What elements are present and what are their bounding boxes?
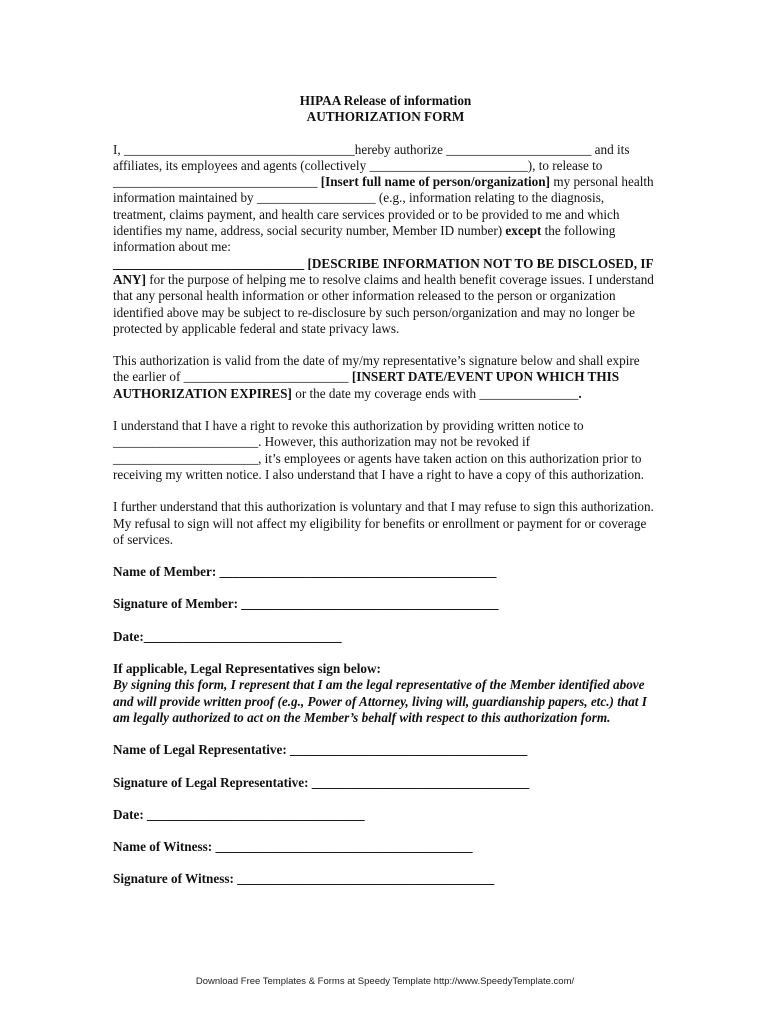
member-date-field[interactable]: Date:______________________________ <box>113 628 342 644</box>
p1-bold-except: except <box>505 223 542 239</box>
legal-representative-statement: By signing this form, I represent that I am the legal representative of the Member identified above and will provide written proof (e.g., Power of Attorney, living will, guardianship papers, etc.) that I am legally authorized to act on the Member’s behalf with respect to this authorization form. <box>113 677 647 725</box>
p1-text-3: the following information about me: <box>113 223 616 255</box>
paragraph-voluntary: I further understand that this authorization is voluntary and that I may refuse to sign this authorization. My refusal to sign will not affect my eligibility for benefits or enrollment or payment for or coverage of services. <box>113 499 654 547</box>
p3-bold-1: [INSERT DATE/EVENT UPON WHICH THIS AUTHORIZATION EXPIRES] <box>113 369 620 401</box>
p3-text-2: or the date my coverage ends with _______________ <box>291 385 579 401</box>
legal-rep-signature-field[interactable]: Signature of Legal Representative: _________________________________ <box>113 774 530 790</box>
p1-text-2: my personal health information maintained by __________________ (e.g., information relating to the diagnosis, treatment, claims payment, and health care services provided or to be provided to me and which identifies my name, address, social security number, Member ID number) <box>113 174 654 239</box>
witness-name-field[interactable]: Name of Witness: _______________________________________ <box>113 839 473 855</box>
paragraph-revoke: I understand that I have a right to revoke this authorization by providing written notice to ______________________. However, this authorization may not be revoked if ______________________, it’s employees or agents have taken action on this authorization prior to receiving my written notice. I also understand that I have a right to have a copy of this authorization. <box>113 418 644 482</box>
legal-representative-heading: If applicable, Legal Representatives sign below: <box>113 661 381 677</box>
title-line-1: HIPAA Release of information <box>299 93 472 108</box>
legal-rep-date-field[interactable]: Date: _________________________________ <box>113 806 365 822</box>
p2-bold-1: _____________________________ [DESCRIBE INFORMATION NOT TO BE DISCLOSED, IF ANY] <box>113 255 654 287</box>
form-body <box>113 93 658 904</box>
title-line-2: AUTHORIZATION FORM <box>306 109 465 125</box>
p3-text-1: This authorization is valid from the date of my/my representative’s signature below and shall expire the earlier of _________________________ <box>113 353 640 385</box>
p3-bold-2: . <box>578 385 582 401</box>
paragraph-validity <box>113 353 658 402</box>
witness-signature-field[interactable]: Signature of Witness: _______________________________________ <box>113 871 495 887</box>
p2-text-1: for the purpose of helping me to resolve claims and health benefit coverage issues. I understand that any personal health information or other information released to the person or organization identified above may be subject to re-disclosure by such person/organization and may no longer be protected by applicable federal and state privacy laws. <box>113 271 654 336</box>
legal-rep-name-field[interactable]: Name of Legal Representative: ____________________________________ <box>113 742 528 758</box>
p1-bold-1: [Insert full name of person/organization] <box>320 174 551 190</box>
paragraph-authorization <box>113 142 658 338</box>
member-signature-field[interactable]: Signature of Member: _______________________________________ <box>113 596 499 612</box>
footer-download-link[interactable]: Download Free Templates & Forms at Speedy Template http://www.SpeedyTemplate.com/ <box>195 976 575 987</box>
member-name-field[interactable]: Name of Member: __________________________________________ <box>113 564 497 580</box>
p1-text-1: I, ___________________________________hereby authorize ______________________ and its affiliates, its employees and agents (collectively ________________________), to release to _______________________________ <box>113 141 630 190</box>
